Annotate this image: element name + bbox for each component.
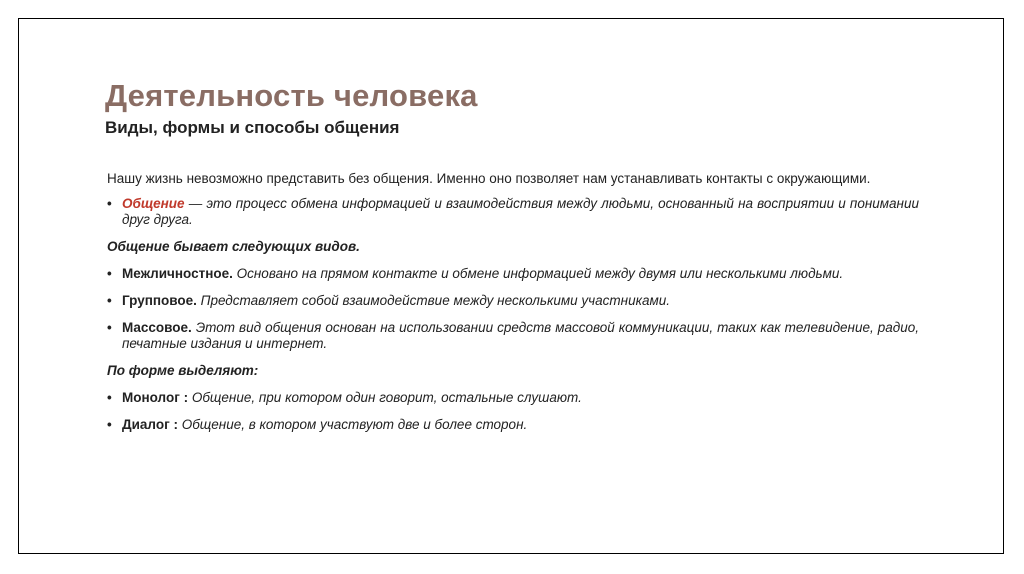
slide-title: Деятельность человека <box>105 78 478 113</box>
bullet-icon: • <box>107 390 112 405</box>
slide-content <box>107 171 919 444</box>
bullet-icon: • <box>107 320 112 335</box>
type-item-group <box>107 293 919 309</box>
type-term: Групповое. <box>122 293 197 308</box>
form-term: Монолог : <box>122 390 189 405</box>
forms-heading: По форме выделяют: <box>107 363 259 378</box>
form-item-dialogue <box>107 417 919 433</box>
type-text: Представляет собой взаимодействие между несколькими участниками. <box>196 293 670 308</box>
bullet-icon: • <box>107 293 112 308</box>
bullet-icon: • <box>107 417 112 432</box>
bullet-icon: • <box>107 266 112 281</box>
form-item-monologue <box>107 390 919 406</box>
form-term: Диалог : <box>122 417 178 432</box>
type-item-mass <box>107 320 919 352</box>
definition-text: — это процесс обмена информацией и взаимодействия между людьми, основанный на восприятии и понимании друг друга. <box>122 196 919 227</box>
type-text: Этот вид общения основан на использовании средств массовой коммуникации, таких как телевидение, радио, печатные издания и интернет. <box>122 320 919 351</box>
type-term: Массовое. <box>122 320 192 335</box>
bullet-icon: • <box>107 196 112 211</box>
definition-item <box>107 196 919 228</box>
type-term: Межличностное. <box>122 266 233 281</box>
type-text: Основано на прямом контакте и обмене информацией между двумя или несколькими людьми. <box>232 266 844 281</box>
slide-subtitle: Виды, формы и способы общения <box>105 118 400 137</box>
slide-frame <box>18 18 1004 554</box>
form-text: Общение, в котором участвуют две и более сторон. <box>177 417 528 432</box>
form-text: Общение, при котором один говорит, остальные слушают. <box>188 390 582 405</box>
type-item-interpersonal <box>107 266 919 282</box>
definition-term: Общение <box>122 196 185 211</box>
intro-paragraph: Нашу жизнь невозможно представить без общения. Именно оно позволяет нам устанавливать контакты с окружающими. <box>107 171 871 186</box>
types-heading: Общение бывает следующих видов. <box>107 239 360 254</box>
